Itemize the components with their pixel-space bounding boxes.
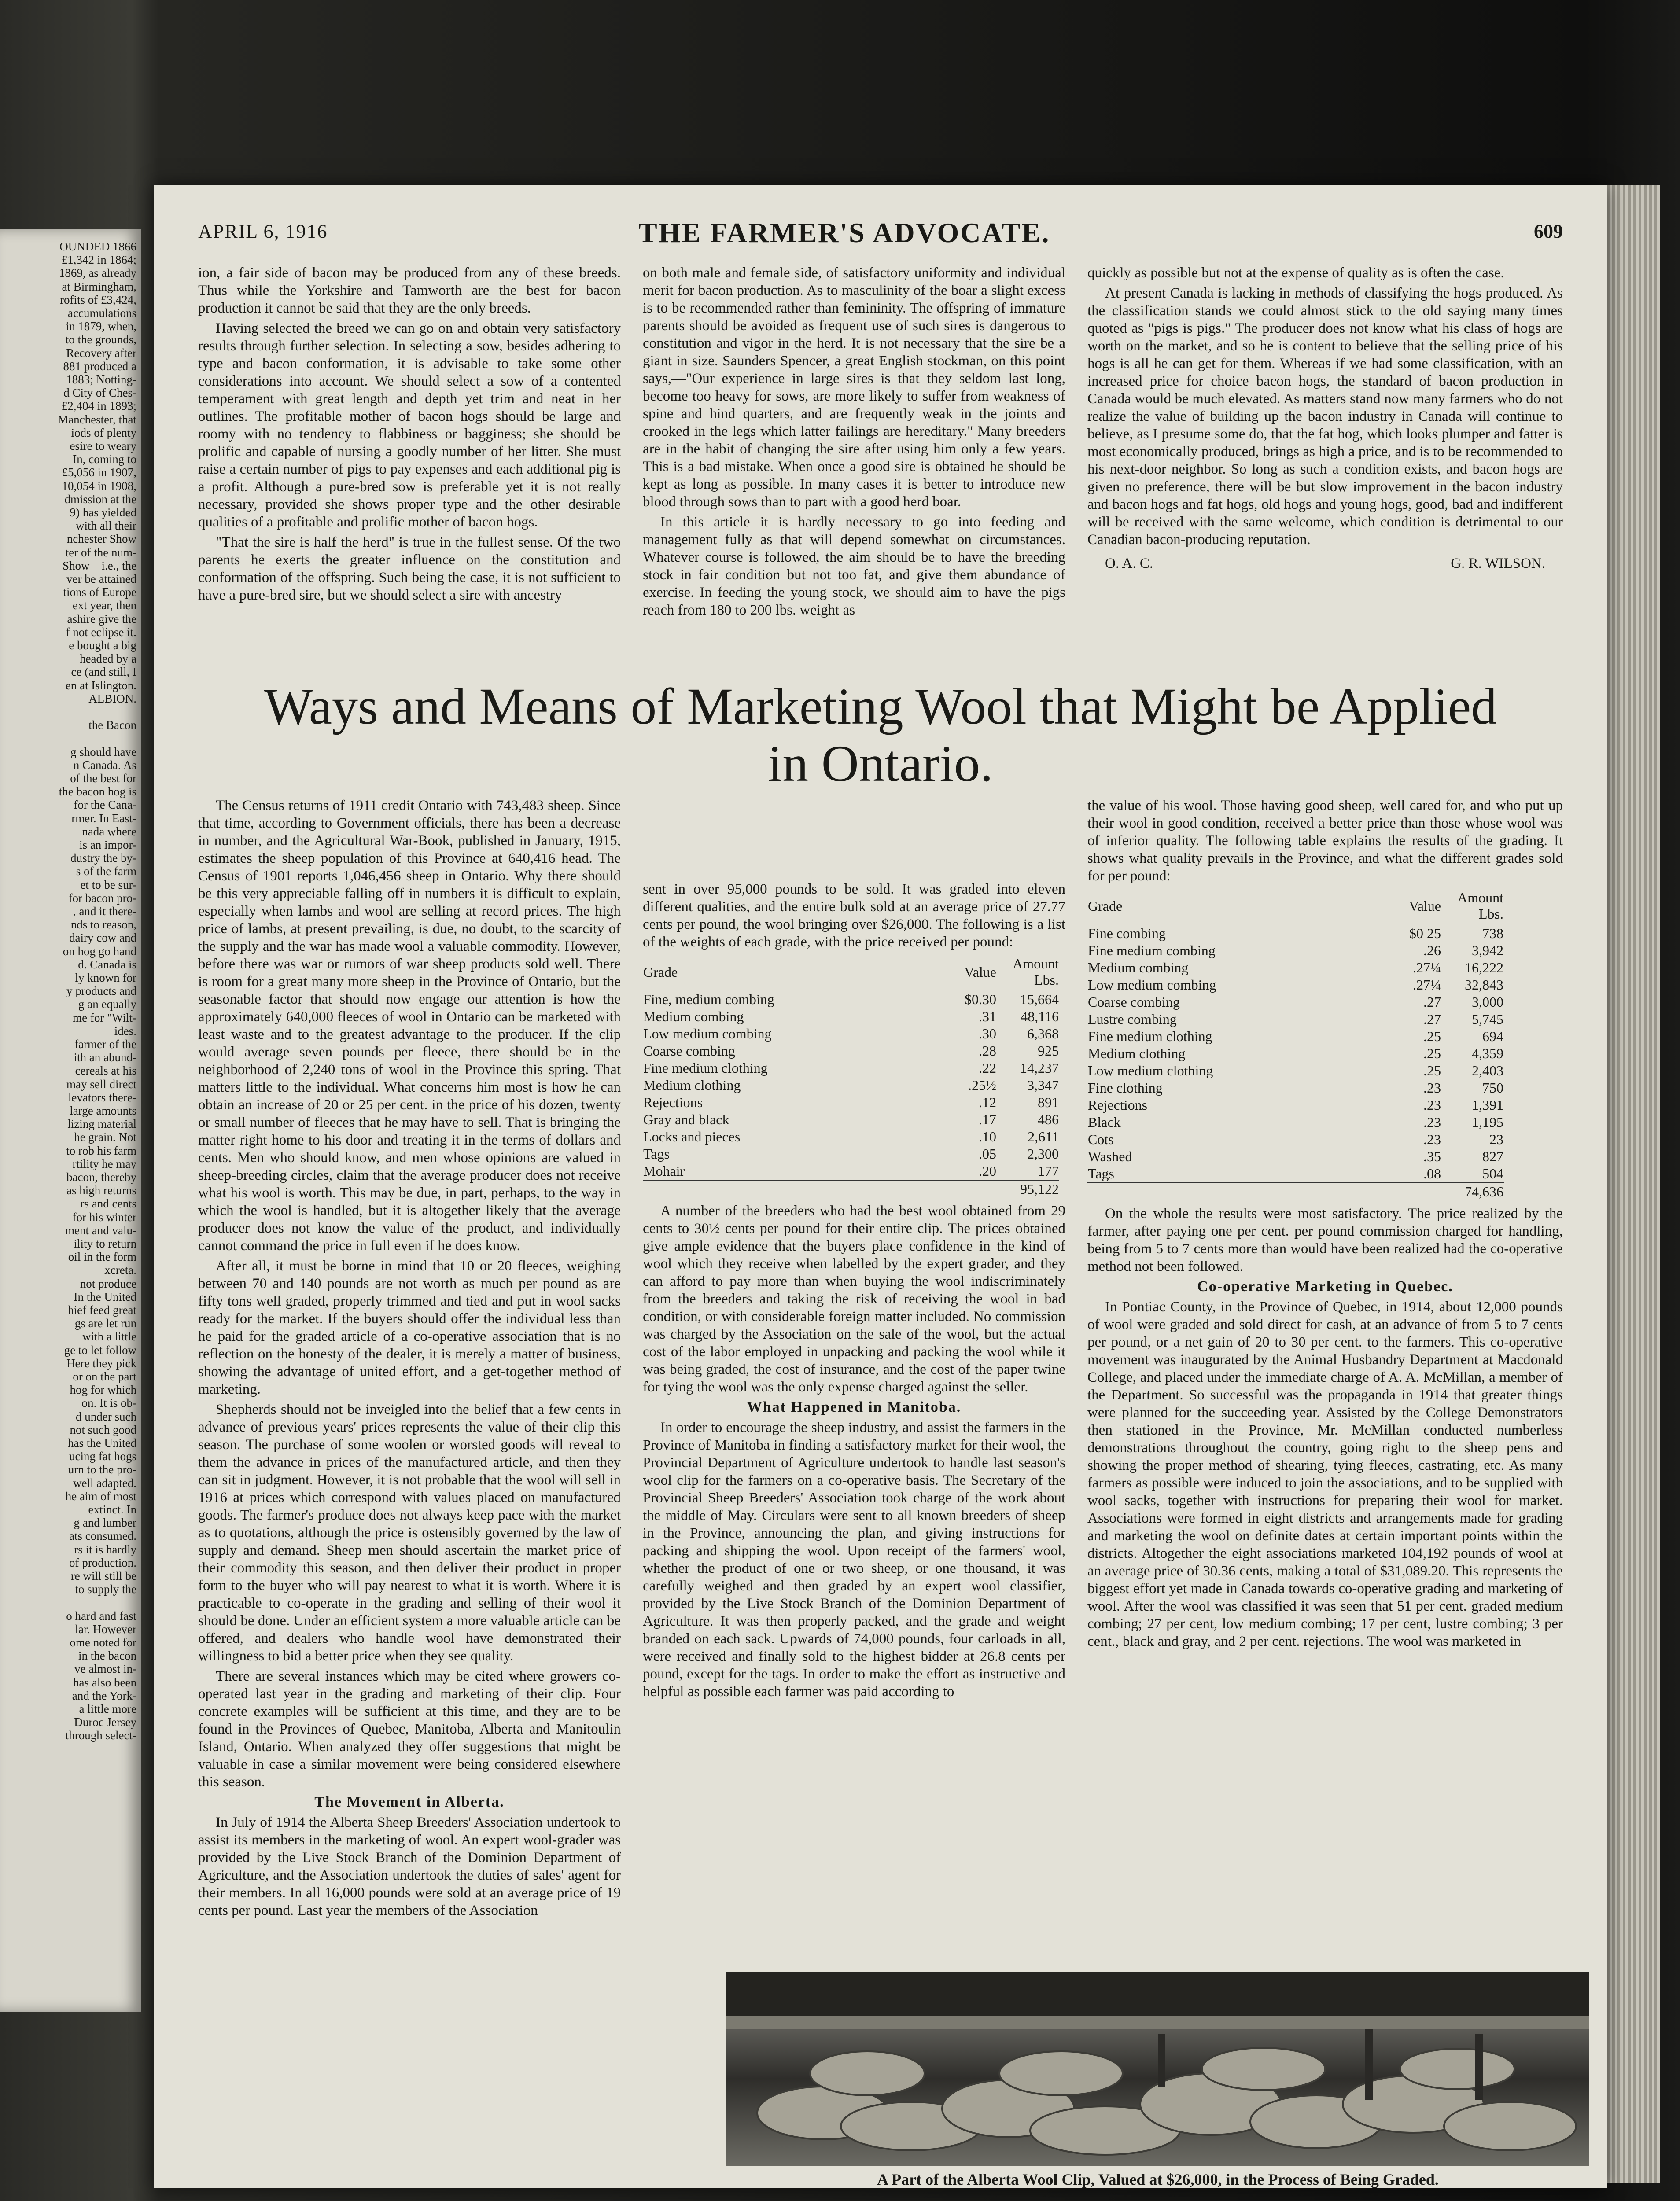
amount-cell: 48,116: [1021, 1008, 1059, 1024]
left-fragment-line: lar. However: [75, 1622, 136, 1636]
table-row: [643, 1094, 1059, 1111]
section-heading-alberta: The Movement in Alberta.: [314, 1794, 505, 1810]
grade-cell: Rejections: [1088, 1097, 1148, 1113]
left-fragment-line: extinct. In: [88, 1503, 136, 1516]
headline-line2: in Ontario.: [768, 735, 993, 792]
left-fragment-line: ith an abund-: [74, 1051, 136, 1064]
value-cell: .23: [1423, 1097, 1441, 1113]
grade-cell: Low medium clothing: [1088, 1063, 1213, 1078]
section-heading-quebec: Co-operative Marketing in Quebec.: [1197, 1278, 1453, 1295]
wool-article-col1: [198, 797, 621, 1922]
paragraph: In July of 1914 the Alberta Sheep Breeders' Association undertook to assist its members in the marketing of wool. An expert wool-grader was provided by the Live Stock Branch of the Dominion Department of Agriculture, and the Association undertook the duties of sales' agent for their members. In all 16,000 pounds were sold at an average price of 19 cents per pound. Last year the members of the Association: [198, 1815, 621, 1918]
left-fragment-line: g and lumber: [74, 1516, 136, 1530]
left-fragment-line: s of the farm: [76, 865, 136, 878]
grade-cell: Fine medium clothing: [1088, 1028, 1212, 1044]
alberta-grading-table: [643, 955, 1059, 1198]
table-row: [1087, 1011, 1504, 1028]
left-fragment-line: ome noted for: [70, 1636, 136, 1649]
header-date: APRIL 6, 1916: [198, 221, 328, 242]
value-cell: .20: [979, 1163, 996, 1179]
paragraph: Having selected the breed we can go on and obtain very satisfactory results through further selection. In selecting a sow, besides adhering to type and bacon conformation, it is advisable to take some other considerations into account. We should select a sow of a contented temperament with great length and depth yet trim and neat in her outlines. The profitable mother of bacon hogs should be large and roomy with no tendency to flabbiness or bagginess; she should be prolific and capable of nursing a goodly number of her litter. She must raise a certain number of pigs to pay expenses and each additional pig is a profit. Although a pure-bred sow is preferable yet it is not really necessary, provided she shows proper type and the other desirable qualities of a profitable and prolific mother of bacon hogs.: [198, 320, 621, 530]
left-fragment-line: or on the part: [73, 1370, 136, 1383]
wool-clip-photo: [726, 1972, 1589, 2166]
left-fragment-line: as high returns: [66, 1184, 136, 1197]
left-fragment-line: ge to let follow: [64, 1343, 136, 1357]
left-fragment-line: gs are let run: [74, 1317, 136, 1330]
paragraph: the value of his wool. Those having good sheep, well cared for, and who put up their wool in good condition, received a better price than those whose wool was of inferior quality. The following table explains the results of the grading. It shows what quality prevails in the Province, and what the different grades sold for per pound:: [1087, 798, 1563, 884]
left-fragment-line: nds to reason,: [70, 918, 136, 931]
left-fragment-line: headed by a: [80, 652, 136, 666]
amount-cell: 1,391: [1472, 1097, 1503, 1113]
grade-cell: Washed: [1088, 1148, 1132, 1164]
grade-cell: Locks and pieces: [643, 1129, 741, 1145]
value-cell: .17: [979, 1112, 996, 1127]
left-fragment-line: in the bacon: [78, 1649, 136, 1663]
left-fragment-line: nada where: [82, 824, 136, 838]
amount-cell: 15,664: [1020, 991, 1059, 1007]
left-fragment-line: to rob his farm: [66, 1144, 136, 1157]
table-row: [1087, 959, 1504, 976]
left-fragment-line: Duroc Jersey: [74, 1715, 136, 1729]
left-fragment-line: e bought a big: [69, 639, 136, 652]
left-fragment-line: well adapted.: [73, 1476, 136, 1490]
left-fragment-line: with a little: [82, 1330, 136, 1343]
value-cell: .22: [979, 1060, 996, 1076]
table-row: [643, 1128, 1059, 1145]
left-fragment-line: ment and valu-: [65, 1223, 136, 1237]
grade-cell: Medium combing: [1088, 960, 1189, 975]
grade-cell: Coarse combing: [1088, 994, 1180, 1010]
value-cell: .30: [979, 1026, 996, 1042]
left-fragment-line: rtility he may: [72, 1157, 136, 1170]
left-fragment-line: y products and: [66, 984, 136, 998]
table-row: [1087, 976, 1504, 994]
value-cell: .23: [1423, 1131, 1441, 1147]
left-fragment-line: lizing material: [67, 1117, 136, 1131]
grade-cell: Lustre combing: [1088, 1011, 1177, 1027]
grade-cell: Fine medium combing: [1088, 942, 1216, 958]
page: [154, 185, 1607, 2188]
paragraph: In Pontiac County, in the Province of Quebec, in 1914, about 12,000 pounds of wool were graded and sold direct for cash, at an advance of from 5 to 7 cents per pound, or a net gain of 20 to 30 per cent. to the farmers. This co-operative movement was inaugurated by the Animal Husbandry Department at Macdonald College, and placed under the immediate charge of A. A. McMillan, a member of the Department. So successful was the propaganda in 1914 that greater things were planned for the succeeding year. Assisted by the College Demonstrators then stationed in the Province, Mr. McMillan conducted numberless demonstrations throughout the country, going right to the sheep pens and showing the proper method of shearing, tying fleeces, castrating, etc. As many farmers as possible were induced to join the associations, and to be supplied with wool sacks, together with instructions for preparing their wool for market. Associations were formed in eight districts and arrangements made for grading and marketing the wool on definite dates at certain important points within the districts. Altogether the eight associations marketed 104,192 pounds of wool at an average price of 30.36 cents, making a total of $31,089.20. This represents the biggest effort yet made in Canada towards co-operative grading and marketing of wool. After the wool was classified it was seen that 51 per cent. graded medium combing; 27 per cent, low medium combing; 17 per cent, lustre combing; 3 per cent., black and gray, and 2 per cent. rejections. The wool was marketed in: [1087, 1299, 1563, 1649]
bacon-article-col3: [1087, 264, 1563, 576]
left-fragment-line: accumulations: [68, 306, 136, 320]
left-fragment-line: £2,404 in 1893;: [61, 399, 136, 413]
paragraph: There are several instances which may be cited where growers co-operated last year in the grading and marketing of their clip. Four concrete examples will be sufficient at this time, and they are to be found in the Provinces of Quebec, Manitoba, Alberta and Manitoulin Island, Ontario. When analyzed they offer suggestions that might be valuable in case a similar movement were being considered elsewhere this season.: [198, 1668, 621, 1790]
total-spacer: [943, 1180, 997, 1198]
grade-cell: Mohair: [643, 1163, 685, 1179]
amount-cell: 3,000: [1472, 994, 1503, 1010]
left-fragment-line: ve almost in-: [74, 1662, 136, 1676]
value-cell: .25: [1423, 1045, 1441, 1061]
section-heading-manitoba: What Happened in Manitoba.: [747, 1399, 962, 1415]
table-header-grade: Grade: [1088, 898, 1123, 914]
table-total-row: [643, 1180, 1059, 1198]
left-fragment-line: in 1879, when,: [66, 320, 136, 333]
left-fragment-line: the Bacon: [88, 718, 136, 732]
left-fragment-line: ides.: [114, 1024, 136, 1038]
left-fragment-line: has the United: [68, 1436, 136, 1450]
left-fragment-line: 10,054 in 1908,: [62, 479, 136, 493]
grade-cell: Fine clothing: [1088, 1080, 1163, 1096]
left-fragment-line: cereals at his: [75, 1064, 136, 1078]
left-fragment-line: f not eclipse it.: [66, 625, 136, 639]
value-cell: .35: [1423, 1148, 1441, 1164]
amount-cell: 891: [1038, 1094, 1059, 1110]
table-row: [1087, 1114, 1504, 1131]
left-fragment-line: £1,342 in 1864;: [61, 253, 136, 267]
table-row: [1087, 925, 1504, 942]
paragraph: sent in over 95,000 pounds to be sold. It was graded into eleven different qualities, and the entire bulk sold at an average price of 27.77 cents per pound, the wool bringing over $26,000. The following is a list of the weights of each grade, with the price received per pound:: [643, 881, 1065, 950]
table-row: [1087, 994, 1504, 1011]
left-fragment-line: rs and cents: [80, 1197, 136, 1211]
total-spacer: [1388, 1183, 1441, 1200]
value-cell: $0.30: [965, 991, 996, 1007]
paragraph: "That the sire is half the herd" is true in the fullest sense. Of the two parents he exerts the greater influence on the constitution and conformation of the offspring. Such being the case, it is not sufficient to have a pure-bred sire, but we should select a sire with ancestry: [198, 534, 621, 603]
left-fragment-line: ashire give the: [67, 612, 136, 626]
table-row: [643, 1111, 1059, 1128]
grade-cell: Gray and black: [643, 1112, 729, 1127]
left-fragment-line: Show—i.e., the: [63, 559, 136, 572]
table-row: [1087, 942, 1504, 959]
left-fragment-line: for the Cana-: [74, 798, 136, 812]
amount-cell: 2,300: [1027, 1146, 1059, 1162]
grade-cell: Coarse combing: [643, 1043, 735, 1059]
signature: [1087, 551, 1563, 576]
amount-cell: 827: [1482, 1148, 1503, 1164]
value-cell: .08: [1423, 1166, 1441, 1181]
value-cell: .25: [1423, 1063, 1441, 1078]
left-fragment-line: Here they pick: [66, 1356, 136, 1370]
value-cell: .27¼: [1413, 960, 1441, 975]
left-fragment-line: g should have: [70, 745, 136, 758]
left-fragment-line: hog for which: [70, 1383, 136, 1397]
left-fragment-line: £5,056 in 1907,: [62, 466, 136, 479]
left-fragment-line: me for "Wilt-: [73, 1011, 136, 1024]
table-row: [643, 1025, 1059, 1042]
amount-cell: 3,347: [1027, 1077, 1059, 1093]
left-fragment-line: ats consumed.: [69, 1529, 136, 1543]
left-fragment-line: rs it is hardly: [74, 1542, 136, 1556]
header-title: THE FARMER'S ADVOCATE.: [638, 217, 1050, 248]
left-fragment-line: ly known for: [75, 971, 136, 984]
left-fragment-line: dmission at the: [64, 492, 136, 506]
table-row: [1087, 1045, 1504, 1062]
table-header-amount: Amount Lbs.: [1013, 956, 1059, 988]
left-fragment-line: n Canada. As: [73, 758, 136, 772]
left-fragment-line: In, coming to: [73, 453, 136, 466]
left-fragment-line: In the United: [74, 1290, 136, 1303]
amount-cell: 694: [1482, 1028, 1503, 1044]
left-fragment-line: through select-: [65, 1729, 136, 1742]
left-fragment-line: a little more: [79, 1702, 136, 1715]
value-cell: $0 25: [1409, 925, 1441, 941]
headline-line1: Ways and Means of Marketing Wool that Might be Applied: [264, 677, 1497, 735]
amount-cell: 504: [1482, 1166, 1503, 1181]
table-row: [643, 1077, 1059, 1094]
left-fragment-line: large amounts: [70, 1104, 136, 1117]
value-cell: .27: [1423, 1011, 1441, 1027]
left-fragment-line: esire to weary: [70, 439, 136, 453]
bacon-article-col2: [643, 264, 1065, 622]
table-row: [1087, 1165, 1504, 1183]
table-header-amount: Amount Lbs.: [1457, 890, 1503, 922]
amount-cell: 32,843: [1465, 977, 1503, 993]
value-cell: .23: [1423, 1080, 1441, 1096]
paragraph: At present Canada is lacking in methods of classifying the hogs produced. As the classification stands we could almost stick to the old saying many times quoted as "pigs is pigs." The producer does not know what his class of hogs are worth on the market, and so he is content to believe that the selling price of his hogs is all he can get for them. Whereas if we had some classification, with an increased price for choice bacon hogs, the standard of bacon production in Canada would be much elevated. As matters stand now many farmers who do not realize the value of building up the bacon industry in Canada will continue to believe, as I presume some do, that the fat hog, which looks plumper and fatter is most economically produced, brings as high a price, and is to be recommended to his next-door neighbor. So long as such a condition exists, and bacon hogs are given no preference, there will be but slow improvement in the bacon industry and bacon hogs and fat hogs, old hogs and young hogs, good, bad and indifferent will be received with the same welcome, which condition is detrimental to our Canadian bacon-producing reputation.: [1087, 285, 1563, 548]
left-fragment-line: to the grounds,: [65, 333, 136, 346]
left-fragment-line: 1869, as already: [59, 266, 136, 280]
left-fragment-line: tions of Europe: [63, 585, 136, 599]
paragraph: After all, it must be borne in mind that 10 or 20 fleeces, weighing between 70 and 140 pounds are not worth as much per pound as are fifty tons well graded, properly trimmed and tied and put in wool sacks ready for the market. If the buyers should offer the individual less than he paid for the graded article of a co-operative association that is no reflection on the honesty of the dealer, it is merely a matter of business, showing the advantage of united effort, and a get-together method of marketing.: [198, 1258, 621, 1397]
value-cell: .27: [1423, 994, 1441, 1010]
table-row: [1087, 1097, 1504, 1114]
paragraph: On the whole the results were most satisfactory. The price realized by the farmer, after paying one per cent. per pound commission charged for handling, being from 5 to 7 cents more than would have been realized had the co-operative method not been followed.: [1087, 1206, 1563, 1274]
grade-cell: Medium combing: [643, 1008, 744, 1024]
left-fragment-line: of production.: [69, 1556, 136, 1569]
paragraph: on both male and female side, of satisfactory uniformity and individual merit for bacon production. As to masculinity of the boar a slight excess is to be recommended rather than femininity. The offspring of immature parents should be avoided as frequent use of such sires is dangerous to constitution and vigor in the herd. It is not necessary that the sire be a giant in size. Saunders Spencer, a great English stockman, on this point says,—"Our experience in large sires is that they seldom last long, become too heavy for sows, are more likely to suffer from weakness of spine and hind quarters, and are frequently weak in the joints and crooked in the legs which latter failings are hereditary." Many breeders are in the habit of changing the sire after using him only a few years. This is a bad mistake. When once a good sire is obtained he should be kept as long as possible. In many cases it is better to introduce new blood through sows than to part with a good herd boar.: [643, 265, 1065, 510]
table-row: [643, 1060, 1059, 1077]
left-fragment-line: rmer. In East-: [71, 811, 136, 825]
left-fragment-line: Manchester, that: [58, 412, 136, 426]
amount-cell: 1,195: [1472, 1114, 1503, 1130]
left-fragment-line: rofits of £3,424,: [60, 293, 136, 306]
left-fragment-line: ALBION.: [88, 692, 136, 705]
grade-cell: Cots: [1088, 1131, 1114, 1147]
value-cell: .28: [979, 1043, 996, 1059]
table-total-row: [1087, 1183, 1504, 1200]
amount-cell: 486: [1038, 1112, 1059, 1127]
amount-cell: 16,222: [1465, 960, 1503, 975]
left-fragment-line: o hard and fast: [66, 1609, 136, 1623]
grade-cell: Tags: [1088, 1166, 1114, 1181]
table-header-value: Value: [964, 964, 996, 980]
total-amount: 95,122: [997, 1180, 1059, 1198]
amount-cell: 14,237: [1020, 1060, 1059, 1076]
left-fragment-line: with all their: [76, 519, 136, 533]
signature-author: G. R. WILSON.: [1451, 556, 1545, 571]
left-fragment-line: he aim of most: [65, 1489, 136, 1503]
wool-article-col2: [643, 880, 1065, 1703]
total-spacer: [1087, 1183, 1388, 1200]
table-row: [1087, 1148, 1504, 1165]
left-fragment-line: en at Islington.: [65, 678, 136, 692]
table-row: [1087, 1028, 1504, 1045]
table-row: [643, 1163, 1059, 1180]
grade-cell: Tags: [643, 1146, 670, 1162]
left-fragment-line: re will still be: [70, 1569, 136, 1583]
value-cell: .10: [979, 1129, 996, 1145]
value-cell: .31: [979, 1008, 996, 1024]
left-fragment-line: oil in the form: [68, 1250, 136, 1264]
table-row: [1087, 1079, 1504, 1097]
paragraph: A number of the breeders who had the best wool obtained from 29 cents to 30½ cents per pound for their entire clip. The prices obtained give ample evidence that the buyers place confidence in the kind of wool which they receive when labelled by the expert grader, and they can afford to pay more than when buying the wool indiscriminately from the breeders and taking the risk of receiving the wool in bad condition, or with considerable foreign matter included. No commission was charged by the Association on the sale of the wool, but the actual cost of the labor employed in unpacking and packing the wool while it was being graded, the cost of insurance, and the cost of the paper twine for tying the wool was the only expense charged against the seller.: [643, 1203, 1065, 1395]
page-header: [198, 217, 1563, 251]
amount-cell: 4,359: [1472, 1045, 1503, 1061]
left-fragment-line: Recovery after: [66, 346, 136, 360]
left-fragment-line: ce (and still, I: [71, 665, 136, 679]
left-fragment-line: not such good: [70, 1423, 136, 1436]
grade-cell: Fine medium clothing: [643, 1060, 768, 1076]
amount-cell: 738: [1482, 925, 1503, 941]
paragraph: In order to encourage the sheep industry, and assist the farmers in the Province of Manitoba in finding a satisfactory market for their wool, the Provincial Department of Agriculture undertook to handle last season's wool clip for the farmers on a co-operative basis. The Secretary of the Provincial Sheep Breeders' Association took charge of the work about the middle of May. Circulars were sent to all known breeders of sheep in the Province, announcing the plan, and giving instructions for packing and shipping the wool. Upon receipt of the farmers' wool, whether the product of one or two sheep, or one thousand, it was carefully weighed and then graded by an expert wool classifier, provided by the Live Stock Branch of the Dominion Department of Agriculture. It was then properly packed, and the grade and weight branded on each sack. Upwards of 74,000 pounds, four carloads in all, were received and finally sold to the highest bidder at 26.8 cents per pound, except for the tags. In order to make the effort as instructive and helpful as possible each farmer was paid according to: [643, 1420, 1065, 1700]
value-cell: .25½: [968, 1077, 996, 1093]
wool-article-headline: [198, 678, 1563, 792]
grade-cell: Fine combing: [1088, 925, 1166, 941]
amount-cell: 3,942: [1472, 942, 1503, 958]
paragraph: The Census returns of 1911 credit Ontario with 743,483 sheep. Since that time, according to Government officials, there has been a decrease in number, and the Agricultural War-Book, published in January, 1915, estimates the sheep population of this Province at 640,416 head. The Census of 1901 reports 1,046,456 sheep in Ontario. Why there should be this very appreciable falling off in numbers it is difficult to explain, especially when lambs and wool are selling at record prices. The high price of lambs, at present prevailing, is due, no doubt, to the scarcity of the supply and the war has made wool a valuable commodity. However, before there was war or rumors of war sheep products sold well. There is room for a great many more sheep in the Province of Ontario, but the seasonable factor that should now engage our attention is how the approximately 640,000 fleeces of wool in Ontario can be marketed with least waste and to the greatest advantage to the producer. If the clip would average seven pounds per fleece, there should be in the neighborhood of 2,240 tons of wool in the Province this spring. That matters little to the individual. What concerns him most is how he can obtain an increase of 20 or 25 per cent. in the price of his dozen, twenty or small number of fleeces that he may have to sell. That is bringing the matter right home to his door and treating it in the terms of dollars and cents. Men who should know, and men whose opinions are valued in sheep-breeding circles, claim that the average producer does not receive what his wool is worth. This may be due, in part, perhaps, to the way in which the wool is handled, but it is altogether likely that the average producer does not know the value of the product, and individually cannot command the price in full even if he does know.: [198, 798, 621, 1254]
photo-illustration: [726, 1972, 1589, 2166]
grade-cell: Medium clothing: [1088, 1045, 1186, 1061]
amount-cell: 23: [1489, 1131, 1503, 1147]
grade-cell: Black: [1088, 1114, 1121, 1130]
left-fragment-line: ucing fat hogs: [69, 1450, 136, 1463]
amount-cell: 5,745: [1472, 1011, 1503, 1027]
left-fragment-line: for bacon pro-: [68, 891, 136, 905]
left-fragment-line: dustry the by-: [70, 851, 136, 865]
left-fragment-line: d City of Ches-: [63, 386, 136, 400]
left-page-fragment: [0, 229, 141, 2012]
grade-cell: Rejections: [643, 1094, 703, 1110]
left-fragment-line: iods of plenty: [71, 426, 136, 439]
left-fragment-line: levators there-: [68, 1090, 136, 1104]
table-row: [1087, 1062, 1504, 1079]
value-cell: .12: [979, 1094, 996, 1110]
amount-cell: 2,611: [1028, 1129, 1059, 1145]
left-fragment-line: g an equally: [78, 997, 136, 1011]
signature-affiliation: O. A. C.: [1105, 556, 1153, 571]
grade-cell: Medium clothing: [643, 1077, 741, 1093]
left-fragment-line: d under such: [76, 1410, 136, 1423]
bacon-article-col1: [198, 264, 621, 607]
left-fragment-line: ver be attained: [66, 572, 136, 585]
left-fragment-line: d. Canada is: [78, 957, 136, 971]
left-fragment-line: and the York-: [72, 1689, 136, 1702]
value-cell: .05: [979, 1146, 996, 1162]
value-cell: .23: [1423, 1114, 1441, 1130]
left-fragment-line: nchester Show: [66, 532, 136, 546]
left-fragment-line: dairy cow and: [69, 931, 136, 945]
manitoba-grading-table: [1087, 889, 1504, 1200]
table-row: [643, 1008, 1059, 1025]
left-fragment-line: to supply the: [75, 1583, 136, 1596]
paragraph: In this article it is hardly necessary to go into feeding and management fully as that will depend somewhat on circumstances. Whatever course is followed, the aim should be to have the breeding stock in fair condition but not too fat, and give them abundance of exercise. In feeding the young stock, we should aim to have the pigs reach from 180 to 200 lbs. weight as: [643, 514, 1065, 618]
left-fragment-line: farmer of the: [74, 1038, 136, 1051]
wool-article-col3: [1087, 797, 1563, 1653]
left-fragment-line: of the best for: [70, 772, 136, 785]
left-fragment-line: on. It is ob-: [81, 1396, 136, 1410]
photo-caption: A Part of the Alberta Wool Clip, Valued at $26,000, in the Process of Being Graded.: [877, 2171, 1439, 2188]
grade-cell: Low medium combing: [643, 1026, 772, 1042]
amount-cell: 925: [1038, 1043, 1059, 1059]
header-page-number: 609: [1534, 221, 1563, 242]
table-row: [643, 1042, 1059, 1060]
left-fragment-line: ter of the num-: [65, 545, 136, 559]
table-header-value: Value: [1409, 898, 1441, 914]
amount-cell: 2,403: [1472, 1063, 1503, 1078]
amount-cell: 177: [1038, 1163, 1059, 1179]
value-cell: .27¼: [1413, 977, 1441, 993]
paragraph: Shepherds should not be inveigled into the belief that a few cents in advance of previous years' prices represents the value of their clip this season. The purchase of some woolen or worsted goods will reveal to them the advance in prices of the manufactured article, and then they can sit in judgment. However, it is not probable that the wool will sell in 1916 at prices which correspond with values placed on manufactured goods. The farmer's produce does not always keep pace with the market as to quotations, although the price is ostensibly governed by the law of supply and demand. Sheep men should ascertain the market price of their commodity this season, and then deliver their product in proper form to the buyer who will pay nearest to what it is worth. Where it is practicable to co-operate in the grading and selling of their wool it should be done. Under an efficient system a more valuable article can be offered, and dealers who handle wool have demonstrated their willingness to bid a better price when they see quality.: [198, 1402, 621, 1664]
left-fragment-line: 1883; Notting-: [66, 373, 136, 386]
left-fragment-line: urn to the pro-: [68, 1463, 136, 1476]
grade-cell: Low medium combing: [1088, 977, 1216, 993]
left-fragment-line: bacon, thereby: [66, 1170, 136, 1184]
total-spacer: [643, 1180, 943, 1198]
left-fragment-line: 881 produced a: [63, 359, 136, 373]
left-fragment-line: not produce: [80, 1277, 136, 1290]
left-fragment-line: et to be sur-: [80, 878, 136, 891]
left-fragment-line: at Birmingham,: [62, 280, 136, 293]
left-fragment-line: the bacon hog is: [59, 785, 136, 799]
left-fragment-line: 9) has yielded: [70, 506, 136, 519]
left-fragment-line: has also been: [73, 1675, 136, 1689]
table-row: [643, 1145, 1059, 1163]
table-row: [1087, 1131, 1504, 1148]
left-fragment-line: may sell direct: [66, 1077, 136, 1091]
left-fragment-line: is an impor-: [79, 838, 136, 851]
paragraph: quickly as possible but not at the expense of quality as is often the case.: [1087, 265, 1504, 281]
left-fragment-line: on hog go hand: [63, 944, 136, 958]
left-fragment-line: hief feed great: [68, 1303, 136, 1317]
left-fragment-line: , and it there-: [73, 905, 136, 918]
table-row: [643, 991, 1059, 1008]
left-fragment-line: OUNDED 1866: [59, 240, 136, 253]
left-fragment-line: ext year, then: [72, 599, 136, 612]
grade-cell: Fine, medium combing: [643, 991, 774, 1007]
left-fragment-line: ility to return: [74, 1237, 136, 1250]
paragraph: ion, a fair side of bacon may be produced from any of these breeds. Thus while the Yorkshire and Tamworth are the best for bacon production it cannot be said that they are the only breeds.: [198, 265, 621, 316]
table-header-grade: Grade: [643, 964, 678, 980]
total-amount: 74,636: [1441, 1183, 1504, 1200]
page-edges: [1607, 185, 1660, 2183]
amount-cell: 6,368: [1027, 1026, 1059, 1042]
left-fragment-line: he grain. Not: [74, 1130, 136, 1144]
left-fragment-line: xcreta.: [104, 1263, 136, 1277]
value-cell: .25: [1423, 1028, 1441, 1044]
amount-cell: 750: [1482, 1080, 1503, 1096]
value-cell: .26: [1423, 942, 1441, 958]
left-fragment-line: for his winter: [72, 1210, 136, 1224]
